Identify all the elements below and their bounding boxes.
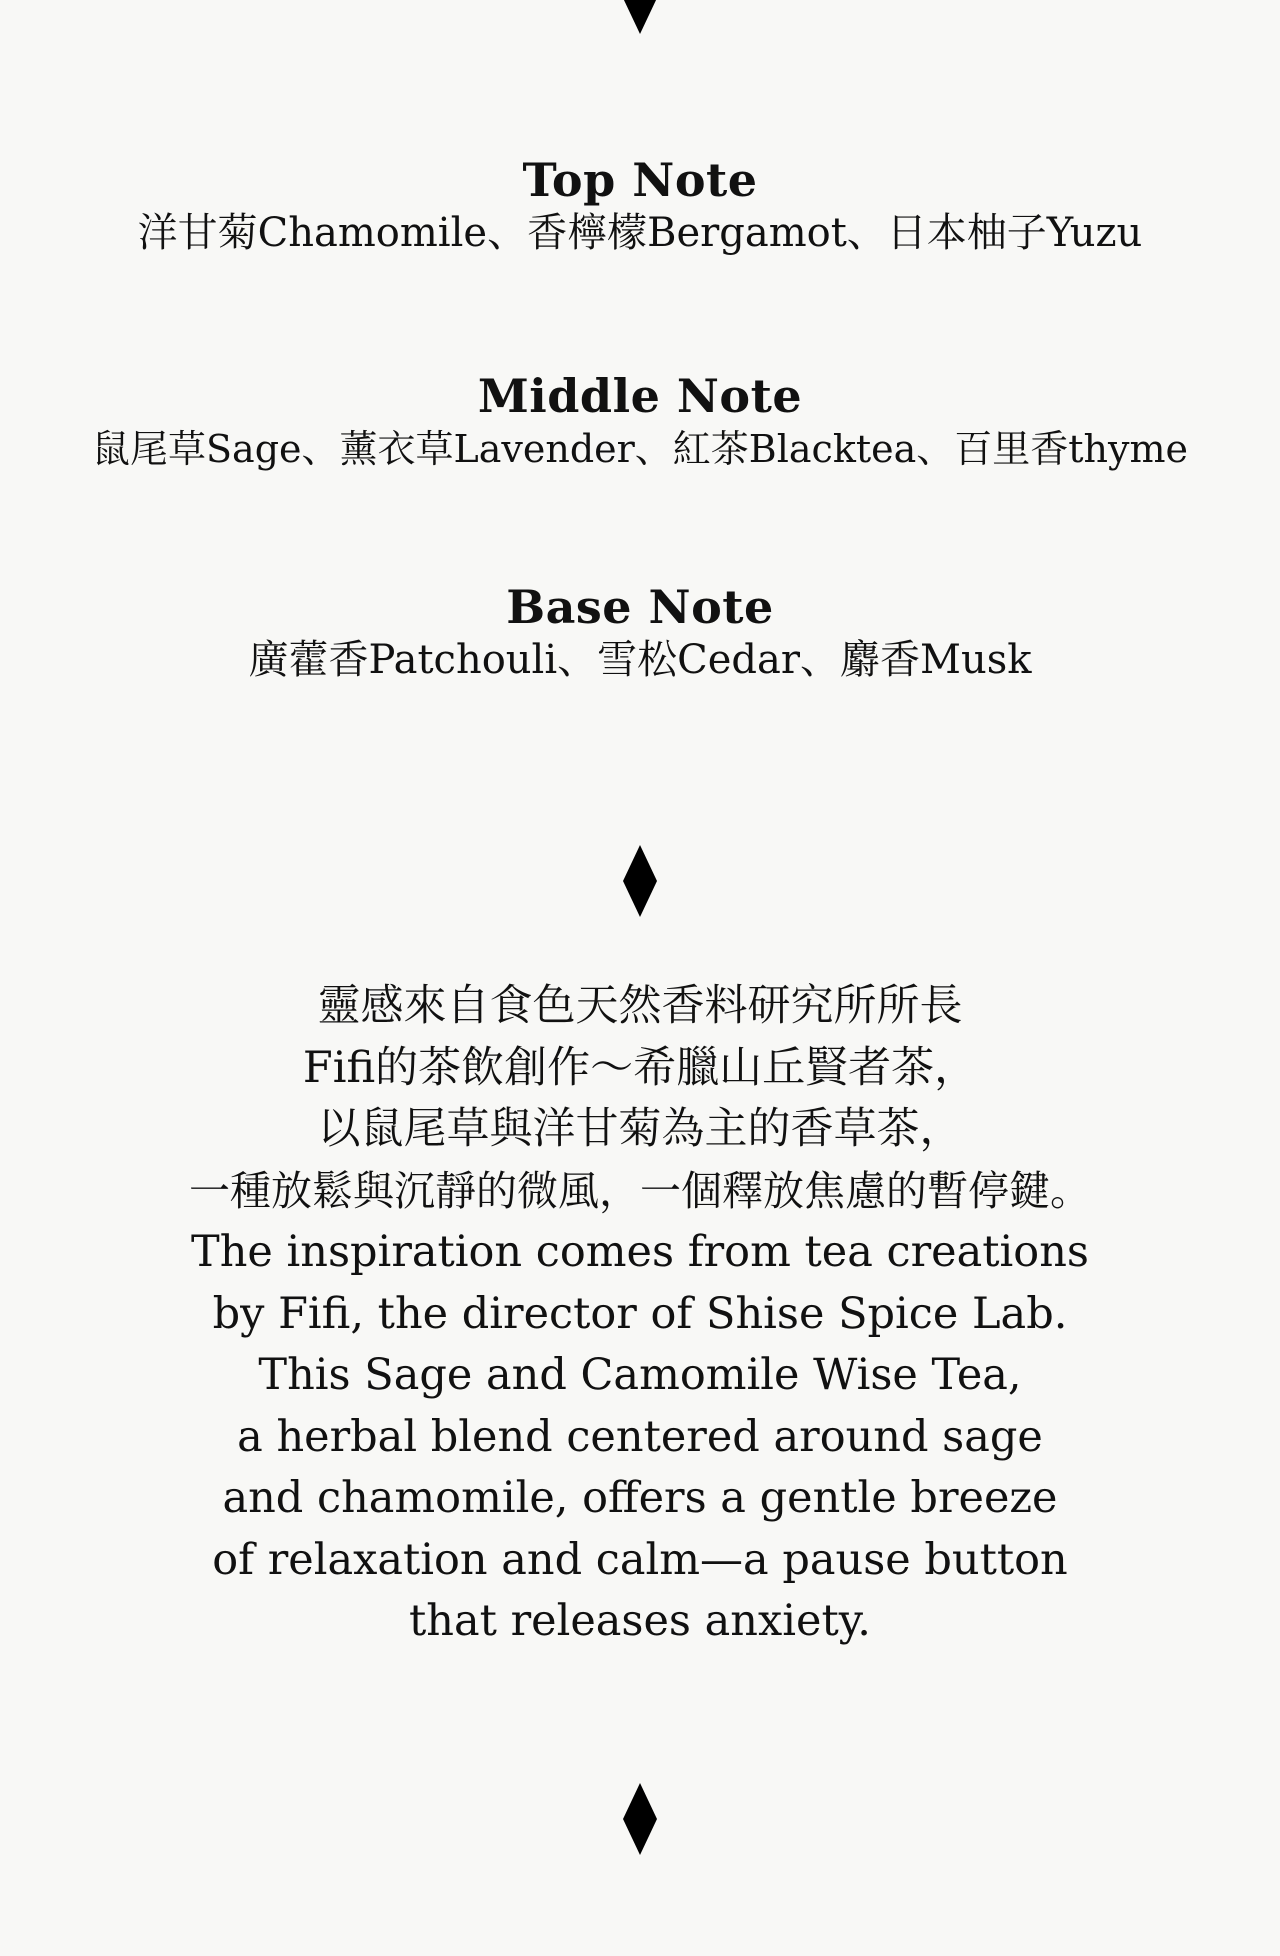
story-line: 一種放鬆與沉靜的微風，一個釋放焦慮的暫停鍵。: [189, 1166, 1091, 1215]
story-line: and chamomile, offers a gentle breeze: [222, 1473, 1058, 1523]
story-line: a herbal blend centered around sage: [237, 1411, 1043, 1462]
middle-note-section: [0, 369, 1280, 475]
story-line: 以鼠尾草與洋甘菊為主的香草茶，: [317, 1104, 963, 1154]
story-line: that releases anxiety.: [409, 1596, 871, 1646]
diamond-ornament-icon: [623, 845, 657, 917]
base-note-ingredients: 廣藿香Patchouli、雪松Cedar、麝香Musk: [248, 637, 1032, 683]
story-line: The inspiration comes from tea creations: [191, 1227, 1089, 1277]
middle-note-title: Middle Note: [477, 369, 803, 423]
story-line: 靈感來自食色天然香料研究所所長: [317, 981, 963, 1031]
top-note-section: [0, 153, 1280, 259]
base-note-title: Base Note: [506, 580, 774, 634]
diamond-ornament-icon: [623, 0, 657, 34]
diamond-ornament-icon: [623, 1783, 657, 1855]
top-note-ingredients: 洋甘菊Chamomile、香檸檬Bergamot、日本柚子Yuzu: [137, 210, 1143, 256]
story-line: of relaxation and calm—a pause button: [212, 1534, 1068, 1585]
inspiration-story: [0, 976, 1280, 1653]
story-line: Fifi的茶飲創作～希臘山丘賢者茶，: [302, 1042, 978, 1093]
middle-note-ingredients: 鼠尾草Sage、薰衣草Lavender、紅茶Blacktea、百里香thyme: [92, 427, 1188, 471]
top-note-title: Top Note: [522, 153, 758, 207]
story-line: This Sage and Camomile Wise Tea,: [258, 1350, 1022, 1400]
story-line: by Fifi, the director of Shise Spice Lab.: [212, 1288, 1068, 1339]
base-note-section: [0, 580, 1280, 686]
